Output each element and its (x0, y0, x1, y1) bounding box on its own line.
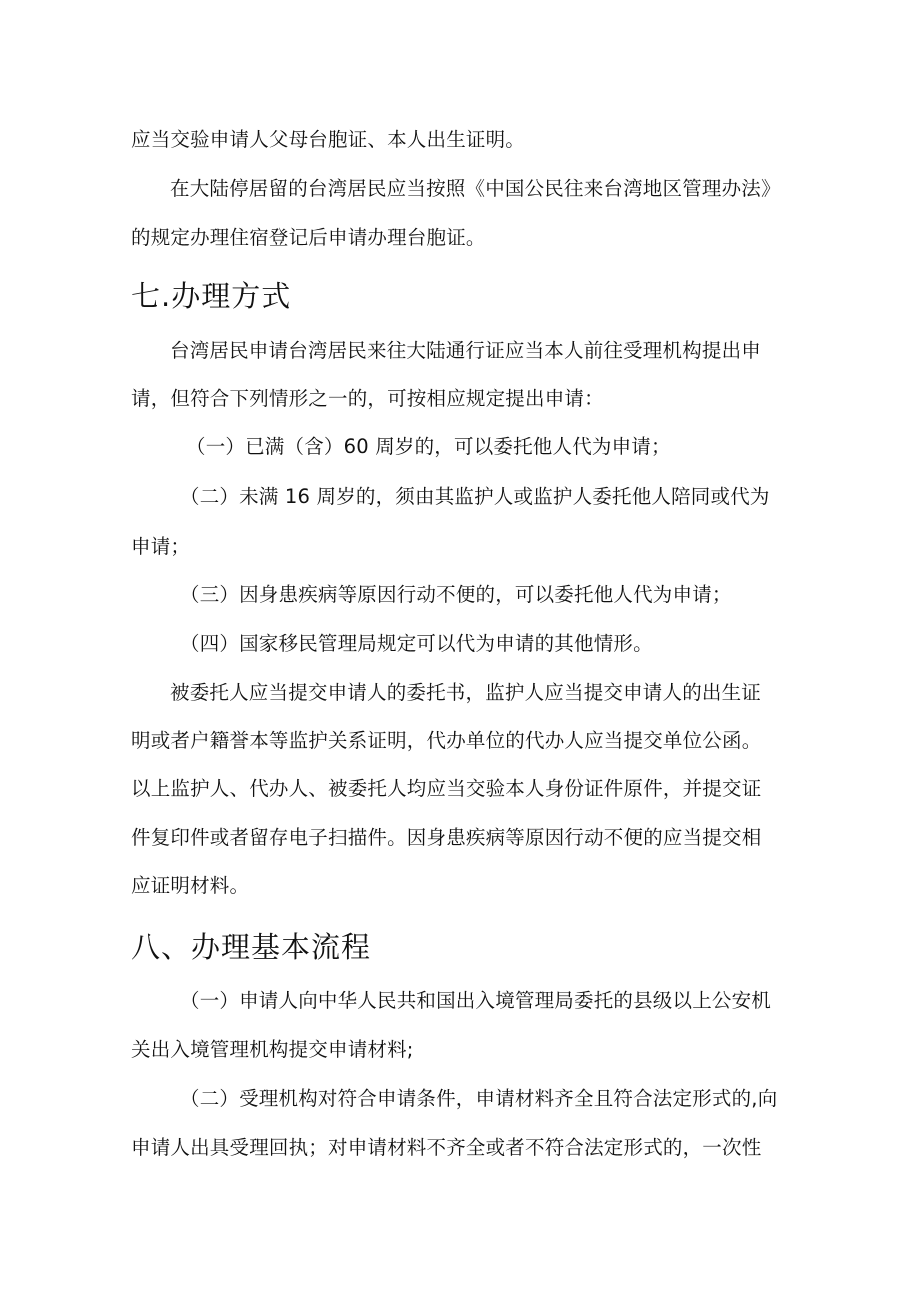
section-heading-eight: 八、办理基本流程 (131, 930, 372, 964)
paragraph-line: 以上监护人、代办人、被委托人均应当交验本人身份证件原件，并提交证 (131, 777, 762, 800)
paragraph-line: 的规定办理住宿登记后申请办理台胞证。 (131, 226, 486, 249)
list-item: （三）因身患疾病等原因行动不便的，可以委托他人代为申请； (180, 583, 732, 606)
paragraph-line: 应当交验申请人父母台胞证、本人出生证明。 (131, 128, 526, 151)
list-item: （一）申请人向中华人民共和国出入境管理局委托的县级以上公安机 (180, 989, 772, 1012)
list-item: （四）国家移民管理局规定可以代为申请的其他情形。 (180, 632, 653, 655)
paragraph-line: 被委托人应当提交申请人的委托书，监护人应当提交申请人的出生证 (170, 681, 762, 704)
paragraph-line: 在大陆停居留的台湾居民应当按照《中国公民往来台湾地区管理办法》 (170, 177, 781, 200)
paragraph-line: 请，但符合下列情形之一的，可按相应规定提出申请： (131, 387, 604, 410)
list-item-continuation: 申请人出具受理回执；对申请材料不齐全或者不符合法定形式的，一次性 (131, 1136, 762, 1159)
paragraph-line: 应证明材料。 (131, 874, 250, 897)
list-item-continuation: 申请； (131, 535, 191, 558)
list-item: （二）未满 16 周岁的，须由其监护人或监护人委托他人陪同或代为 (180, 485, 770, 508)
section-heading-seven: 七.办理方式 (131, 279, 292, 313)
list-item-continuation: 关出入境管理机构提交申请材料; (131, 1038, 414, 1061)
list-item: （二）受理机构对符合申请条件，申请材料齐全且符合法定形式的,向 (180, 1087, 778, 1110)
list-item: （一）已满（含）60 周岁的，可以委托他人代为申请； (186, 435, 671, 458)
paragraph-line: 件复印件或者留存电子扫描件。因身患疾病等原因行动不便的应当提交相 (131, 826, 762, 849)
paragraph-line: 台湾居民申请台湾居民来往大陆通行证应当本人前往受理机构提出申 (170, 339, 762, 362)
paragraph-line: 明或者户籍誉本等监护关系证明，代办单位的代办人应当提交单位公函。 (131, 729, 762, 752)
